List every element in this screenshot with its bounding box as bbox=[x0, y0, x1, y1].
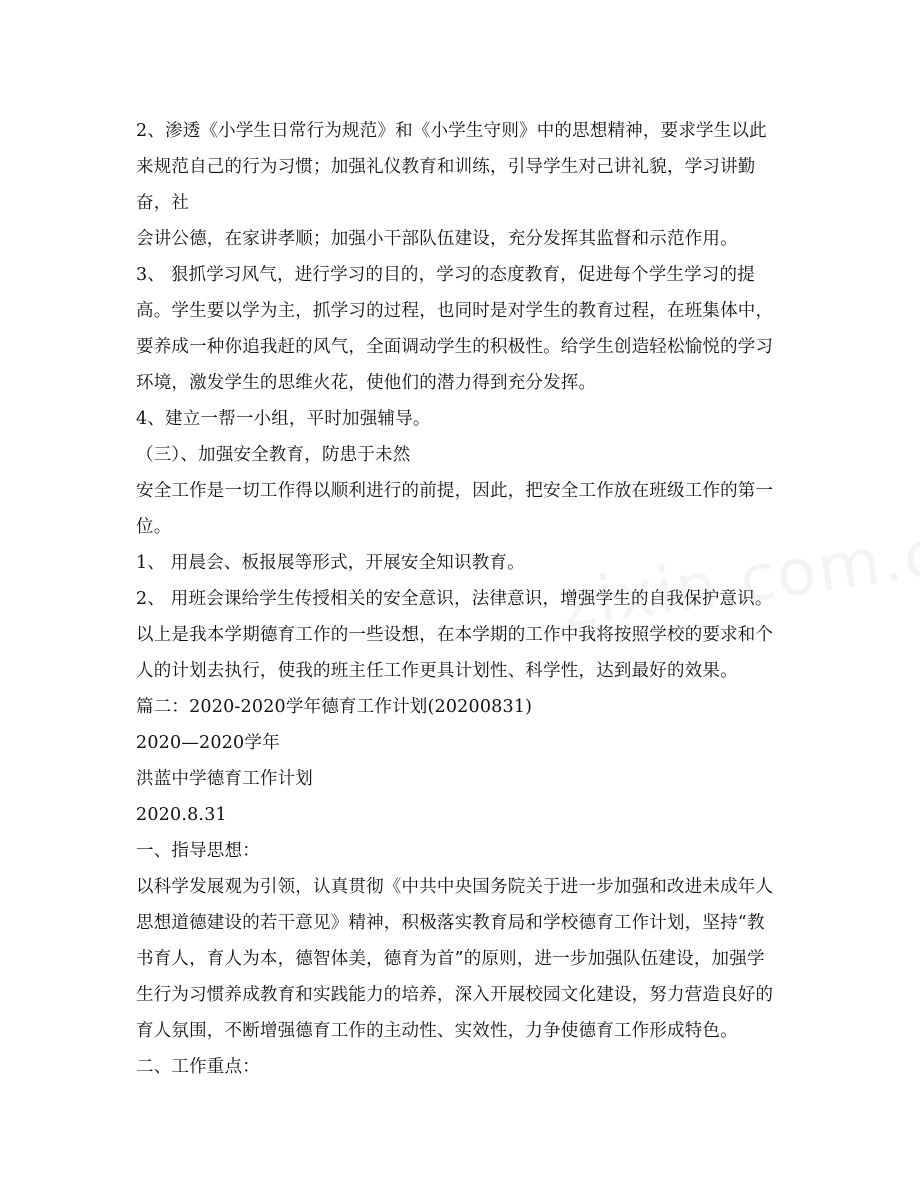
text-line: 生行为习惯养成教育和实践能力的培养，深入开展校园文化建设，努力营造良好的 bbox=[136, 985, 774, 1005]
text-line: 3、 狠抓学习风气，进行学习的目的，学习的态度教育，促进每个学生学习的提 bbox=[136, 265, 755, 285]
text-line: 以上是我本学期德育工作的一些设想，在本学期的工作中我将按照学校的要求和个 bbox=[136, 625, 774, 645]
text-line: 来规范自己的行为习惯；加强礼仪教育和训练，引导学生对己讲礼貌，学习讲勤 bbox=[136, 157, 756, 177]
section-heading: 二、工作重点： bbox=[136, 1057, 260, 1077]
document-title: 篇二：2020-2020学年德育工作计划(20200831) bbox=[136, 697, 533, 717]
text-line: 1、 用晨会、板报展等形式，开展安全知识教育。 bbox=[136, 553, 525, 573]
text-line: 会讲公德，在家讲孝顺；加强小干部队伍建设，充分发挥其监督和示范作用。 bbox=[136, 229, 738, 249]
text-line: 以科学发展观为引领，认真贯彻《中共中央国务院关于进一步加强和改进未成年人 bbox=[136, 877, 774, 897]
section-heading: 一、指导思想： bbox=[136, 841, 260, 861]
text-line: 人的计划去执行，使我的班主任工作更具计划性、科学性，达到最好的效果。 bbox=[136, 661, 738, 681]
text-line: 书育人，育人为本，德智体美，德育为首”的原则，进一步加强队伍建设，加强学 bbox=[136, 949, 765, 969]
text-line: 环境，激发学生的思维火花，使他们的潜力得到充分发挥。 bbox=[136, 373, 597, 393]
text-line: 位。 bbox=[136, 517, 172, 537]
text-line: 思想道德建设的若干意见》精神，积极落实教育局和学校德育工作计划，坚持“教 bbox=[136, 913, 765, 933]
section-heading: （三）、加强安全教育，防患于未然 bbox=[136, 445, 411, 465]
text-line: 2、渗透《小学生日常行为规范》和《小学生守则》中的思想精神，要求学生以此 bbox=[136, 121, 767, 141]
text-line: 2、 用班会课给学生传授相关的安全意识，法律意识，增强学生的自我保护意识。 bbox=[136, 589, 773, 609]
text-line: 4、建立一帮一小组，平时加强辅导。 bbox=[136, 409, 431, 429]
text-line: 育人氛围，不断增强德育工作的主动性、实效性，力争使德育工作形成特色。 bbox=[136, 1021, 738, 1041]
text-line: 高。学生要以学为主，抓学习的过程，也同时是对学生的教育过程，在班集体中， bbox=[136, 301, 774, 321]
plan-title: 洪蓝中学德育工作计划 bbox=[136, 769, 313, 789]
text-line: 安全工作是一切工作得以顺利进行的前提，因此，把安全工作放在班级工作的第一 bbox=[136, 481, 774, 501]
school-year: 2020—2020学年 bbox=[136, 733, 280, 753]
plan-date: 2020.8.31 bbox=[136, 805, 227, 825]
text-line: 奋，社 bbox=[136, 193, 190, 213]
text-line: 要养成一种你追我赶的风气，全面调动学生的积极性。给学生创造轻松愉悦的学习 bbox=[136, 337, 774, 357]
